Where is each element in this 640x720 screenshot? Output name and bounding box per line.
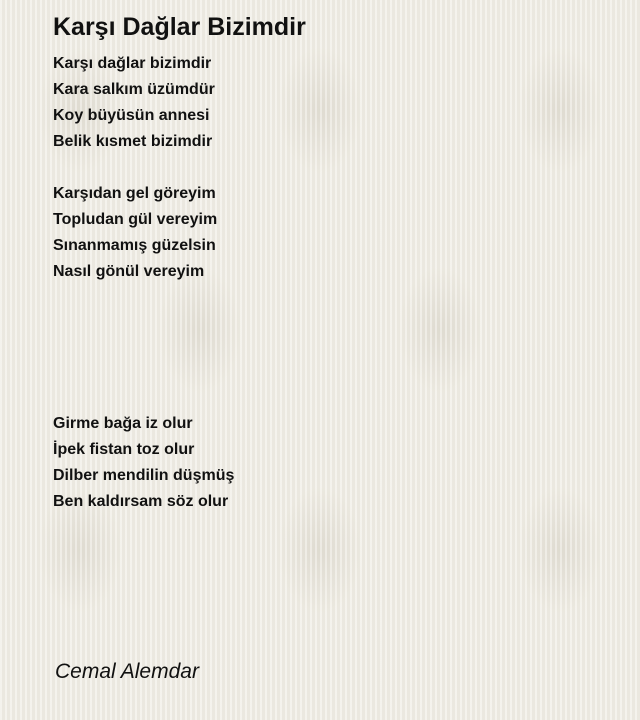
poem-line: İpek fistan toz olur [53,441,195,458]
poem-line: Ben kaldırsam söz olur [53,493,229,510]
poem-line: Karşıdan gel göreyim [53,185,216,202]
poem-line: Karşı dağlar bizimdir [53,55,212,72]
poem-title: Karşı Dağlar Bizimdir [53,13,306,41]
poem-line: Girme bağa iz olur [53,415,193,432]
poem-line: Belik kısmet bizimdir [53,133,213,150]
poem-line: Nasıl gönül vereyim [53,263,205,280]
poem-line: Kara salkım üzümdür [53,81,215,98]
poem-line: Koy büyüsün annesi [53,107,210,124]
poem-stanza-3 [53,411,234,515]
poem-line: Sınanmamış güzelsin [53,237,216,254]
poem-author: Cemal Alemdar [55,660,199,683]
poem-line: Topludan gül vereyim [53,211,218,228]
poem-stanza-1 [53,51,215,155]
poem-line: Dilber mendilin düşmüş [53,467,235,484]
poem-stanza-2 [53,181,217,285]
